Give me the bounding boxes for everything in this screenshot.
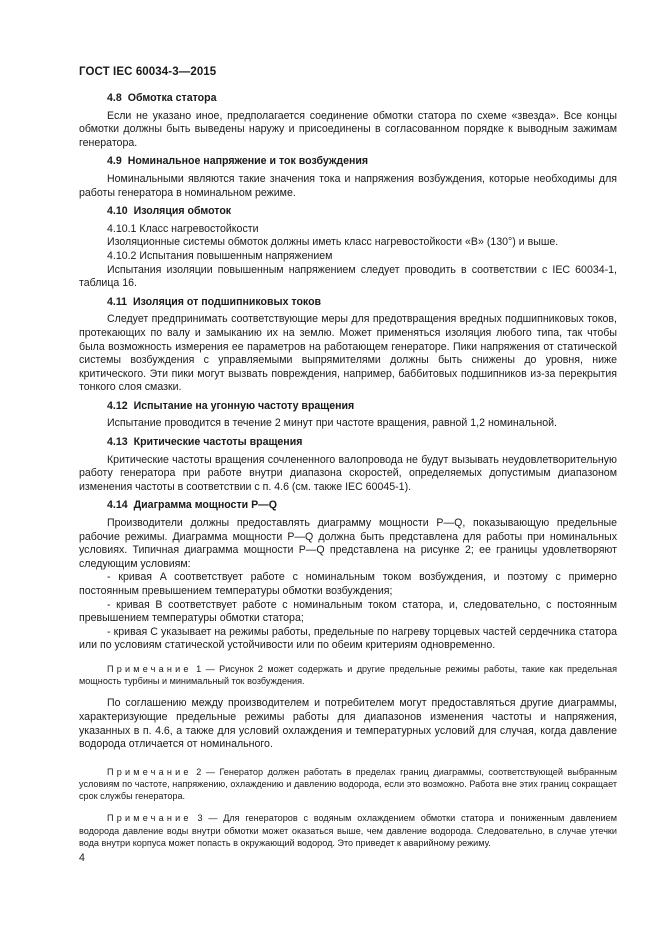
paragraph: Изоляционные системы обмоток должны иметь класс нагревостойкости «В» (130°) и выше. [107,236,559,249]
section-title: Обмотка статора [127,92,217,104]
section-number: 4.9 [107,155,122,168]
section-heading [79,436,617,450]
section-number: 4.10 [107,205,128,218]
note-label: Примечание [107,663,192,674]
section-heading [79,92,617,106]
list-item-curve-a: - кривая A соответствует работе с номинальным током возбуждения, и поэтому с примерно постоянным превышением температуры обмотки возбуждения; [79,571,617,597]
note [79,663,617,687]
section-heading [79,296,617,310]
note-text: 3 — Для генераторов с водяным охлаждением обмотки статора и пониженным давлением водорода давление воды внутри обмотки может оказаться выше, чем давление водорода. Следовательно, в случае утечки вода внутри корпуса может попасть в окружающий водород. Это приведет к аварийному режиму. [79,813,617,848]
section-title: Диаграмма мощности P—Q [133,499,277,512]
list-item-curve-b: - кривая B соответствует работе с номинальным током статора, и, следовательно, с постоянным превышением температуры обмотки статора; [79,598,617,625]
section-title: Критические частоты вращения [133,436,303,449]
paragraph: Если не указано иное, предполагается соединение обмотки статора по схеме «звезда». Все концы обмотки должны быть выведены наружу и присоединены в согласованном порядке к выводным зажимам генератора. [79,109,617,149]
note [79,812,617,849]
section-heading [79,205,617,219]
section-heading [79,499,617,513]
section-title: Изоляция от подшипниковых токов [133,295,322,308]
paragraph: Производители должны предоставлять диаграмму мощности P—Q, показывающую предельные рабочие режимы. Диаграмма мощности P—Q должна быть представлена для работы при номинальных условиях. Типичная диаграмма мощности P—Q представлена на рисунке 2; ее границы удовлетворяют следующим условиям: [79,517,617,570]
paragraph: Критические частоты вращения сочлененного валопровода не будут вызывать неудовлетворительную работу генератора при работе внутри диапазона скоростей, определяемых допустимым диапазоном изменения частоты в соответствии с п. 4.6 (см. также IEC 60045-1). [79,453,617,493]
section-title: Номинальное напряжение и ток возбуждения [127,155,369,168]
paragraph: Испытания изоляции повышенным напряжением следует проводить в соответствии с IEC 60034-1, таблица 16. [79,263,617,290]
note [79,766,617,803]
note-label: Примечание [107,766,192,777]
section-number: 4.11 [107,295,128,308]
section-number: 4.12 [107,399,128,412]
section-number: 4.13 [107,436,128,449]
section-title: Изоляция обмоток [133,205,232,218]
paragraph: Следует предпринимать соответствующие меры для предотвращения вредных подшипниковых токов, протекающих по валу и замыканию их на землю. Может применяться изоляция любого типа, так чтобы была возможность измерения ее параметров на работающем генераторе. Пики напряжения от статической системы возбуждения с управляемыми выпрямителями должны быть снижены до уровня, ниже критического. Эти пики могут вызвать повреждения, например, баббитовых подшипников из-за перекрытия тонкого слоя смазки. [79,313,617,394]
note-text: 2 — Генератор должен работать в пределах границ диаграммы, соответствующей выбранным условиям по частоте, напряжению, охлаждению и давлению водорода, если это возможно. Работа вне этих границ сокращает срок службы генератора. [79,766,617,802]
document-header: ГОСТ IEC 60034-3—2015 [79,66,217,78]
note-text: 1 — Рисунок 2 может содержать и другие предельные режимы работы, такие как предельная мощность турбины и минимальный ток возбуждения. [79,663,617,687]
section-number: 4.14 [107,499,128,512]
section-heading [79,155,617,169]
paragraph: Испытание проводится в течение 2 минут при частоте вращения, равной 1,2 номинальной. [107,417,557,430]
subsection-heading: 4.10.1 Класс нагревостойкости [107,222,259,235]
paragraph: По соглашению между производителем и потребителем могут предоставляться другие диаграммы, характеризующие предельные режимы работы для диапазонов изменения частоты и напряжения, указанных в п. 4.6, а также для условий охлаждения и температурных условий для случая, когда давление водорода отличается от номинального. [79,697,617,751]
document-body [79,92,617,859]
section-title: Испытание на угонную частоту вращения [133,399,355,412]
list-item-curve-c: - кривая C указывает на режимы работы, предельные по нагреву торцевых частей сердечника статора или по условиям статической устойчивости или по обеим критериям одновременно. [79,625,617,652]
paragraph: Номинальными являются такие значения тока и напряжения возбуждения, которые необходимы для работы генератора в номинальном режиме. [79,172,617,199]
subsection-heading: 4.10.2 Испытания повышенным напряжением [107,249,333,262]
section-heading [79,400,617,414]
page-number: 4 [79,852,85,864]
section-number: 4.8 [107,92,122,104]
note-label: Примечание [107,813,192,824]
